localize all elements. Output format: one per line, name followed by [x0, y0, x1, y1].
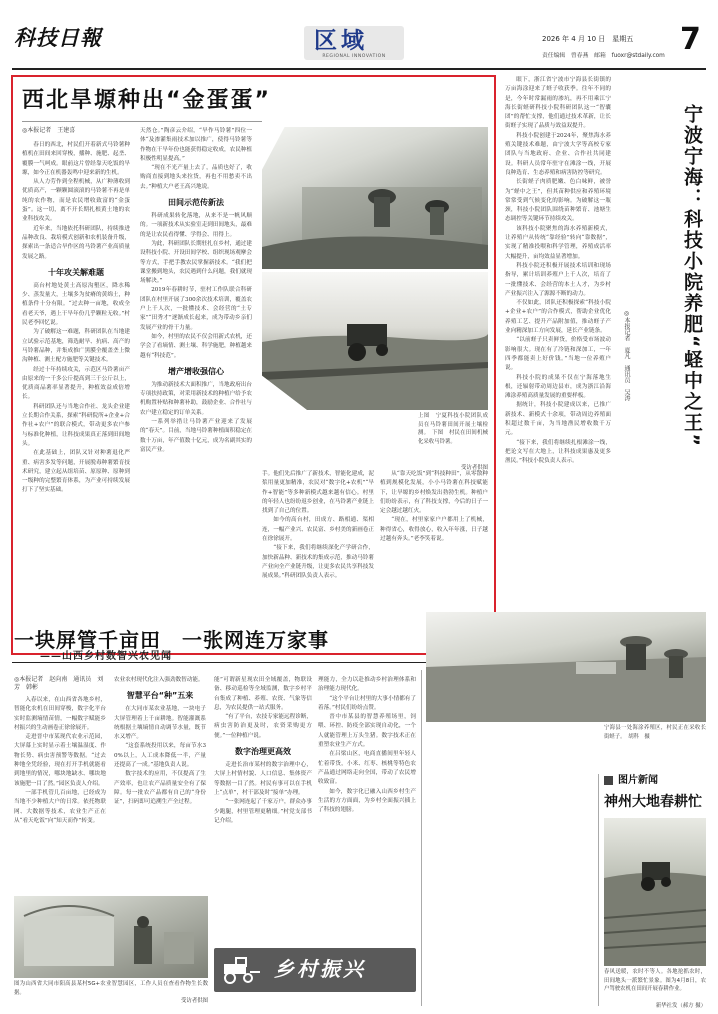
paper-name: 科技日報: [14, 25, 102, 50]
seaside-photo-caption: 宁海县一处海涂养殖区，村民正在采收长街蛏子。 胡科 摄: [604, 725, 706, 740]
lead-column-2: [140, 127, 252, 649]
photo-news-header-label: 图片新闻: [618, 775, 658, 786]
paragraph: 科技小院还积极开展技术培训和现场指导，累计培训养殖户上千人次，培育了一批懂技术、会经营的本土人才，为乡村产业振兴注入了源源不断的动力。: [505, 262, 611, 297]
paragraph: 手。他们先后推广了新技术，智能化建成，泥浆用量更加精准，农民对“数字化+农机”“旱作+智能”等多种新模式越来越有信心。村里的年轻人也纷纷返乡创业，在马铃薯产业链上找到了自己的位置。: [262, 471, 374, 515]
tractor-image: [262, 272, 488, 410]
paragraph: 一部手机管几百亩地，已经成为当地不少种植大户的日常。依托物联网、大数据等技术，农业生产正在从“看天吃饭”向“知天而作”转变。: [14, 789, 106, 824]
paragraph: 能”可谓新星现农田全域覆盖，物联设备、移动巡检等全域监测，数字乡村平台集成了种植、养殖、农资、气象等信息，为农民提供一站式服务。: [214, 677, 312, 711]
paragraph: 入春以来，在山西省各地乡村，智能化农机在田间穿梭，数字化平台实时监测墒情苗情，一幅数字赋能乡村振兴的生动画卷正徐徐展开。: [14, 697, 106, 731]
paragraph: 如今，村里的农民不仅会用新式农机，还学会了看墒情、测土壤、科学施肥，种植越来越有“科技范”。: [140, 333, 252, 359]
page-number: 7: [680, 22, 701, 57]
paragraph: 从人力劳作到全程机械，从广种薄收到优质高产，一颗颗圆滚滚的马铃薯不再是单纯的农作物，而是农民增收致富的“金蛋蛋”。这一切，离不开长期扎根黄土地的农业科技攻关。: [22, 179, 130, 223]
paragraph: “一张网连起了千家万户，群众办事少跑腿，村里管理更精细。”村党支部书记介绍。: [214, 799, 312, 824]
paragraph: 眼下，浙江省宁波市宁海县长街镇的万亩海涂迎来了蛏子收获季。往年不同的是，今年时常漏雨的渗坑，再不用乘江宁海长街蛏研科技小院科研团队这一“智囊团”的帮忙支撑，他们通过技术革新，让长街蛏子实现了品质与效益双提升。: [505, 77, 611, 130]
paragraph: 为了破解这一难题，科研团队在当地建立试验示范基地，筛选耐旱、抗病、高产的马铃薯品种，并集成推广黑膜全覆盖垄上微沟种植、测土配方施肥等关键技术。: [22, 329, 130, 364]
paragraph: “这个平台让村里的大事小情都有了着落。”村民们纷纷点赞。: [318, 695, 416, 711]
lead-photo-caption: 上图 宁夏科技小院团队成员在马铃薯田间开展土壤检测。 下图 村民在田间机械化采收马铃薯。: [418, 413, 488, 445]
field-workers-image: [262, 127, 488, 269]
subheading: 田间示范传新法: [168, 198, 224, 208]
paragraph: 经过十年持续攻关，示范区马铃薯亩产由原来的一千多公斤提高到三千公斤以上，优质商品薯率显著提升，种植效益成倍增长。: [22, 366, 130, 401]
paragraph: 2019年春耕时节，驻村工作队联合科研团队在村里开展了300余次技术培训，覆盖农户上千人次，一批懂技术、会经营的“土专家”“田秀才”逐渐成长起来，成为带动乡亲们发展产业的骨干力量。: [140, 287, 252, 331]
spring-plowing-credit: 新华社发（郝方 摄）: [655, 1003, 706, 1009]
paragraph: 该科技小院聚焦的海水养殖新模式，让养殖户从传统“靠经验”转向“靠数据”，实现了精准投喂和科学管理，养殖成活率大幅提升，亩均效益显著增加。: [505, 225, 611, 260]
masthead-rule: [12, 68, 706, 70]
issue-date: 2026 年 4 月 10 日 星期五: [542, 35, 634, 43]
paragraph: 为推动新技术大面积推广，当地政府出台专项扶持政策，对采用新技术的种植户给予农机购置补贴和种薯补助，鼓励企业、合作社与农户建立稳定的订单关系。: [140, 381, 252, 416]
shanxi-photo-credit: 受访者供图: [181, 998, 208, 1004]
subheading: 增产增收强信心: [168, 366, 224, 376]
paragraph: “这套系统投用以来，每亩节水30%以上，人工成本降低一半，产量还提高了一成。”基地负责人说。: [114, 743, 206, 769]
ningbo-byline: ◎本报记者 夏凡 通讯员 吴涛: [623, 310, 630, 401]
section-badge: [304, 26, 404, 60]
lower-byline: ◎本报记者 赵向南 通讯员 刘芳 韩彬: [14, 676, 104, 691]
lower-title: 一块屏管千亩田 一张网连万家事: [14, 628, 329, 652]
lead-title: 西北旱塬种出“金蛋蛋”: [22, 88, 271, 113]
paragraph: 走进晋中市某现代农业示范园，大屏幕上实时显示着土壤温湿度、作物长势、病虫害预警等数据。“过去种地全凭经验，现在打开手机就能看到地里的情况，哪块地缺水、哪块地该施肥一目了然。”园区负责人介绍。: [14, 734, 106, 787]
section-subtitle: REGIONAL INNOVATION: [322, 54, 386, 59]
shanxi-photo: [14, 896, 208, 978]
paragraph: 如今，数字化已融入山西乡村生产生活的方方面面，为乡村全面振兴插上了科技的翅膀。: [318, 788, 416, 814]
lead-column-1: [22, 141, 130, 649]
seaside-harvest-photo: [426, 612, 706, 722]
subheading: 智慧平台“种”五来: [126, 691, 194, 701]
paragraph: 理能力，全力以赴推动乡村治理体系和治理能力现代化。: [318, 677, 416, 693]
lead-column-3: [262, 470, 374, 650]
paragraph: “有了平台，农技专家能远程诊断，病虫害防治更及时，农资采购更方便。”一位种植户说。: [214, 714, 312, 739]
lead-photo-top: [262, 127, 488, 269]
paragraph: 走进长治市某村的数字治理中心，大屏上村情村貌、人口信息、集体资产等数据一目了然。村民有事可以在手机上“点单”，村干部及时“接单”办理。: [214, 762, 312, 796]
lower-column-4: [318, 676, 416, 944]
paragraph: “现在，村里家家户户都用上了机械，种得省心，收得放心，收入年年涨，日子越过越有奔头。”老李笑着说。: [380, 517, 488, 543]
plowing-image: [604, 818, 706, 966]
greenhouse-image: [14, 896, 208, 978]
lead-photo-bottom: [262, 272, 488, 410]
lead-byline: ◎本报记者 王建喜: [22, 127, 76, 134]
rural-revitalization-banner: [214, 948, 416, 992]
paragraph: 不仅如此，团队还积极探索“科技小院+企业+农户”的合作模式，帮助企业优化养殖工艺、提升产品附加值，推动蛏子产业向精深加工方向发展，延长产业链条。: [505, 300, 611, 335]
paragraph: 从“靠天吃饭”到“科技种田”，从零散种植到规模化发展，小小马铃薯在科技赋能下，让旱塬的乡村焕发出勃勃生机。种植户们纷纷表示，有了科技支撑，今后的日子一定会越过越红火。: [380, 471, 488, 515]
paragraph: 长街蛏子肉质肥嫩、色白味鲜，被誉为“蛏中之王”，但其苗种供应和养殖环境常常受到气候变化的影响。为破解这一瓶颈，科技小院团队围绕苗种繁育、池塘生态调控等关键环节持续攻关。: [505, 179, 611, 223]
paragraph: 如今的高台村，田成方、路相通、渠相连，一幅产业兴、农民富、乡村美的新画卷正在徐徐展开。: [262, 517, 374, 543]
paragraph: 数字技术的应用，不仅提高了生产效率，也让农产品质量安全有了保障。每一批农产品都有自己的“身份证”，扫码即可追溯生产全过程。: [114, 771, 206, 806]
paragraph: 在吕梁山区，电商直播间里年轻人忙着带货，小米、红枣、核桃等特色农产品通过网络走向全国，带动了农民增收致富。: [318, 751, 416, 786]
fishermen-image: [426, 612, 706, 722]
title-divider: [22, 121, 262, 122]
lower-column-1: [14, 696, 106, 892]
subheading: 数字治理更高效: [235, 747, 291, 757]
spring-plowing-photo: [604, 818, 706, 966]
paragraph: 农业农村现代化注入强劲数智动能。: [114, 677, 204, 683]
paragraph: “接下来，我们将继续扎根滩涂一线，把论文写在大地上，让科技成果惠及更多渔民。”科技小院负责人表示。: [505, 439, 611, 465]
banner-text: 乡村振兴: [274, 957, 366, 981]
tractor-icon: [220, 956, 264, 984]
paragraph: “接下来，我们将继续深化产学研合作，加快新品种、新技术的集成示范，推动马铃薯产业向全产业链升级，让更多农民共享科技发展成果。”科研团队负责人表示。: [262, 545, 374, 580]
paragraph: 晋中市某县的智慧养殖场里，饲喂、环控、防疫全部实现自动化，一个人就能管理上万头生猪。数字技术正在重塑农业生产方式。: [318, 714, 416, 749]
spring-plowing-caption: 春风送暖，农时不等人。各地抢抓农时，田间地头一派繁忙景象。图为4月8日，农户驾驶农机在田间开展春耕作业。: [604, 969, 706, 992]
paragraph: 科技小院的成果不仅在宁海落地生根，还辐射带动周边县市，成为浙江沿海滩涂养殖高质量发展的重要样板。: [505, 374, 611, 400]
right-column-1: [505, 76, 611, 654]
editor-line: 责任编辑 曾春燕 邮箱 fuoxr@stdaily.com: [542, 53, 665, 59]
lead-photo-credit: 受访者供图: [461, 465, 488, 471]
column-rule-lower: [421, 670, 422, 1006]
paragraph: 高台村地处黄土高原沟壑区，降水稀少、蒸发量大，土壤多为贫瘠的黄绵土，种植条件十分有限。“过去种一亩地，收成全看老天爷，遇上干旱年份几乎颗粒无收。”村民老李回忆说。: [22, 282, 130, 327]
lower-column-3: [214, 676, 312, 944]
shanxi-photo-caption: 图为山西省大同市阳高县某村5G+农业智慧园区，工作人员在查看作物生长数据。: [14, 981, 208, 996]
ningbo-headline: 宁波宁海：科技小院养肥“蛏中之王”: [681, 104, 703, 448]
masthead: [12, 20, 706, 68]
section-title: 区域: [314, 28, 368, 54]
paragraph: 据统计，科技小院建成以来，已推广新技术、新模式十余项，带动周边养殖面积超过数千亩，为当地渔民增收数千万元。: [505, 402, 611, 437]
photo-news-marker-icon: [604, 776, 613, 785]
paragraph: 春日的西北，村民们开着新式马铃薯种植机在田间来回穿梭，播种、施肥、起垄、覆膜一气呵成。眼前这片曾经靠天吃饭的旱塬，如今正在机器轰鸣中迎来新的生机。: [22, 142, 130, 176]
paragraph: 为此，科研团队长期驻扎在乡村，通过建设科技小院、开设田间学校、组织现场观摩会等方式，手把手教农民掌握新技术。“我们把课堂搬到地头，农民遇到什么问题，我们就现场解决。”: [140, 240, 252, 285]
paragraph: 科研成果转化落地，从来不是一帆风顺的。一项新技术从实验室走到田间地头，最难的是让农民看得懂、学得会、用得上。: [140, 213, 252, 238]
paragraph: 天然仓。”陶彦云介绍，“旱作马铃薯”四位一体“及渗灌集雨技术加以推广，使得马铃薯等作物在干旱年份也能获得稳定收成，农民种植积极性明显提高。”: [140, 128, 252, 162]
paragraph: 近年来，当地依托科研团队，持续推进品种改良、栽培模式创新和农机装备升级，探索出一条适合旱作区的马铃薯产业高质量发展之路。: [22, 225, 130, 260]
subheading: 十年攻关解难题: [48, 267, 104, 277]
paragraph: “现在不光产量上去了，品质也好了，收购商直接到地头来拉货，再也不用愁卖不出去。”种植大户老王高兴地说。: [140, 165, 252, 190]
paragraph: 科技小院创建于2024年，聚焦海水养殖关键技术难题，由宁波大学等高校专家团队与当地政府、企业、合作社共同建设。科研人员常年驻守在滩涂一线，开展良种选育、生态养殖和病害防控等研究。: [505, 132, 611, 176]
paragraph: 科研团队还与当地合作社、龙头企业建立长期合作关系，探索“科研院所+企业+合作社+农户”的联合模式，带动更多农户参与标准化种植，让科技成果真正落到田间地头。: [22, 403, 130, 447]
lower-subtitle: ——山西乡村数智兴农见闻: [40, 651, 172, 662]
paragraph: 在此基础上，团队又针对种薯退化严重、病害多发等问题，开展脱毒种薯繁育技术研究，建立起从组培苗、原原种、原种到一级种的完整繁育体系，为产业可持续发展打下了坚实基础。: [22, 450, 130, 494]
paragraph: 一系列举措让马铃薯产业迎来了发展的“春天”。目前，当地马铃薯种植面积稳定在数十万亩，年产值数十亿元，成为名副其实的富民产业。: [140, 419, 252, 453]
photo-news-header: [604, 774, 706, 788]
paragraph: “以前蛏子只卖鲜货，价格受市场波动影响很大。现在有了冷链和深加工，一年四季都能卖上好价钱。”当地一位养殖户说。: [505, 337, 611, 372]
paragraph: 在大同市某农业基地，一块电子大屏管理着上千亩耕地。智能灌溉系统根据土壤墒情自动调节水量，既节水又增产。: [114, 706, 206, 741]
photo-news-title: 神州大地春耕忙: [604, 794, 702, 810]
column-rule-right: [598, 774, 599, 1006]
